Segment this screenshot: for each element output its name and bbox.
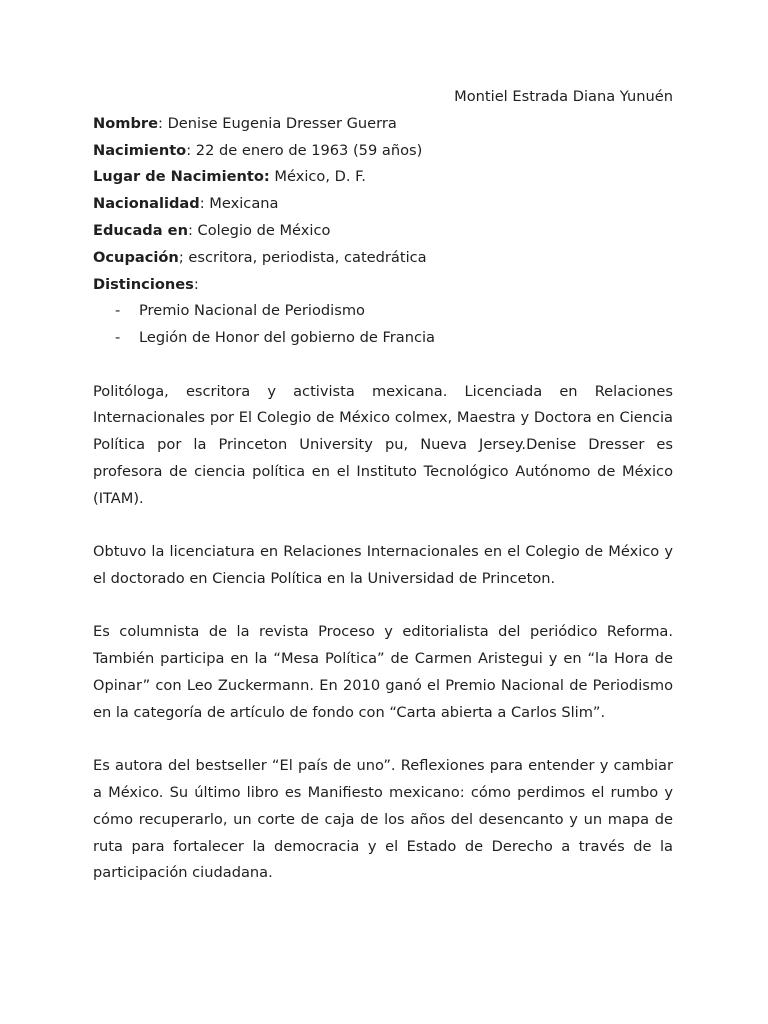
field-label: Nacionalidad — [93, 195, 200, 213]
field-label: Nacimiento — [93, 141, 187, 159]
field-educada-en — [93, 218, 673, 245]
list-item — [93, 325, 673, 352]
distinctions-list — [93, 298, 673, 352]
field-distinciones — [93, 272, 673, 299]
field-nacimiento — [93, 138, 673, 165]
author-name: Montiel Estrada Diana Yunuén — [454, 88, 673, 105]
field-label: Lugar de Nacimiento: — [93, 168, 270, 186]
field-nombre — [93, 111, 673, 138]
field-label: Distinciones — [93, 275, 194, 293]
list-item-text: Legión de Honor del gobierno de Francia — [139, 329, 436, 347]
field-value: Mexicana — [209, 195, 279, 213]
field-separator: : — [193, 275, 199, 293]
document-page — [93, 84, 673, 887]
field-separator: : — [187, 221, 198, 239]
field-value: México, D. F. — [274, 168, 366, 186]
field-label: Nombre — [93, 114, 158, 132]
field-separator: ; — [178, 248, 189, 266]
field-separator: : — [158, 114, 168, 132]
paragraph-columnist: Es columnista de la revista Proceso y editorialista del periódico Reforma. También participa en la “Mesa Política” de Carmen Aristegui y en “la Hora de Opinar” con Leo Zuckermann. En 2010 ganó el Premio Nacional de Periodismo en la categoría de artículo de fondo con “Carta abierta a Carlos Slim”. — [93, 623, 673, 721]
field-value: Denise Eugenia Dresser Guerra — [167, 114, 397, 132]
list-dash: - — [115, 329, 121, 347]
paragraph-education: Obtuvo la licenciatura en Relaciones Internacionales en el Colegio de México y el doctorado en Ciencia Política en la Universidad de Princeton. — [93, 543, 673, 587]
field-value: 22 de enero de 1963 (59 años) — [195, 141, 423, 159]
field-separator: : — [186, 141, 196, 159]
list-item-text: Premio Nacional de Periodismo — [139, 302, 365, 320]
field-label: Educada en — [93, 221, 188, 239]
field-label: Ocupación — [93, 248, 179, 266]
field-value: Colegio de México — [197, 221, 331, 239]
paragraph-books: Es autora del bestseller “El país de uno”. Reflexiones para entender y cambiar a México. Su último libro es Manifiesto mexicano: cómo perdimos el rumbo y cómo recuperarlo, un corte de caja de los años del desencanto y un mapa de ruta para fortalecer la democracia y el Estado de Derecho a través de la participación ciudadana. — [93, 757, 673, 882]
field-value: escritora, periodista, catedrática — [188, 248, 427, 266]
paragraph-bio: Politóloga, escritora y activista mexicana. Licenciada en Relaciones Internacionales por El Colegio de México colmex, Maestra y Doctora en Ciencia Política por la Princeton University pu, Nueva Jersey.Denise Dresser es profesora de ciencia política en el Instituto Tecnológico Autónomo de México (ITAM). — [93, 382, 673, 507]
field-ocupacion — [93, 245, 673, 272]
field-nacionalidad — [93, 191, 673, 218]
field-separator: : — [199, 195, 210, 213]
field-lugar-nacimiento — [93, 164, 673, 191]
list-dash: - — [115, 302, 121, 320]
list-item — [93, 298, 673, 325]
profile-fields — [93, 111, 673, 299]
